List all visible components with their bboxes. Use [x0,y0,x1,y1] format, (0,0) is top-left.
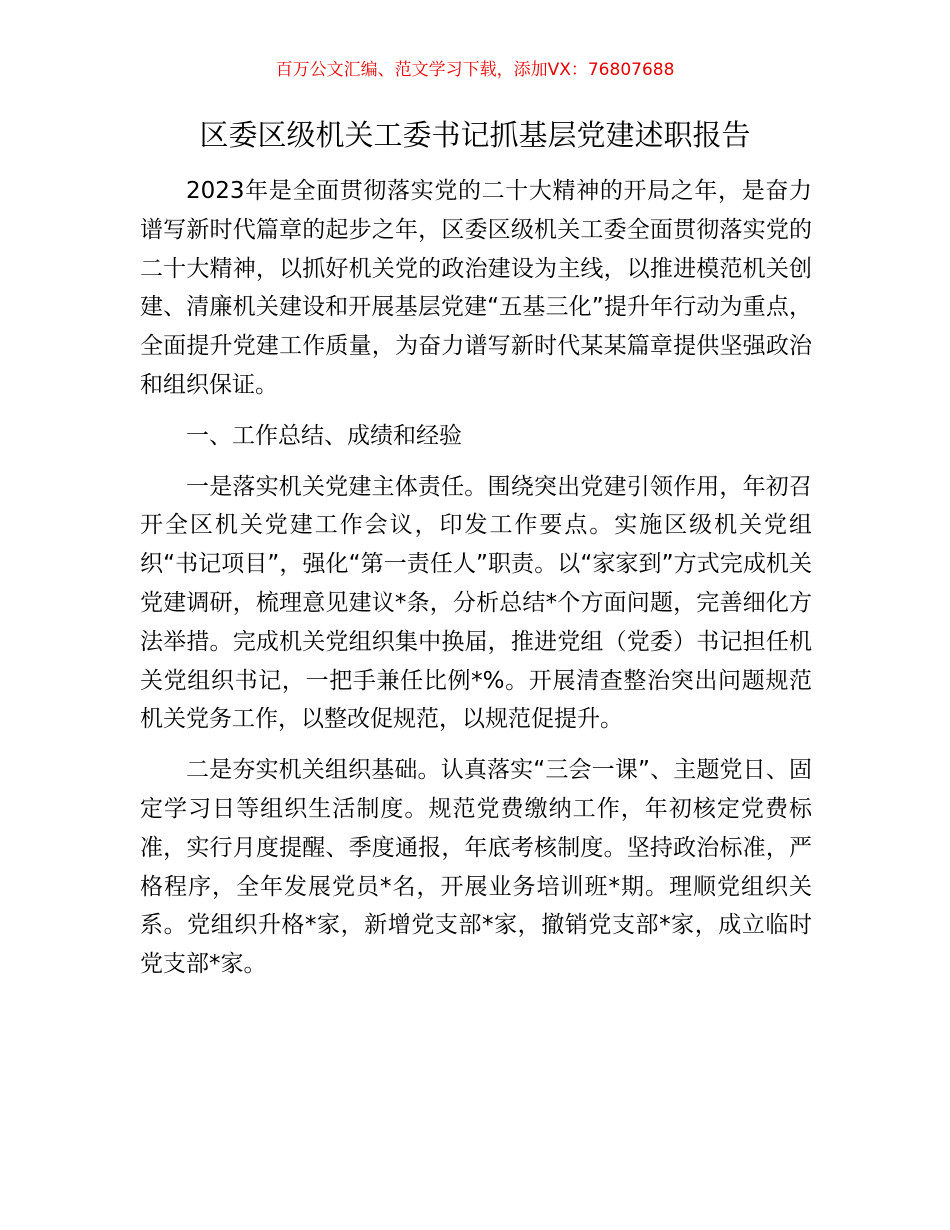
document-body [140,172,812,984]
document-title: 区委区级机关工委书记抓基层党建述职报告 [199,118,751,152]
body-paragraph: 一是落实机关党建主体责任。围绕突出党建引领作用，年初召开全区机关党建工作会议，印发工作要点。实施区级机关党组织“书记项目”，强化“第一责任人”职责。以“家家到”方式完成机关党建调研，梳理意见建议*条，分析总结*个方面问题，完善细化方法举措。完成机关党组织集中换届，推进党组（党委）书记担任机关党组织书记，一把手兼任比例*%。开展清查整治突出问题规范机关党务工作，以整改促规范，以规范促提升。 [140,473,812,733]
section-heading: 一、工作总结、成绩和经验 [186,422,462,449]
body-paragraph: 二是夯实机关组织基础。认真落实“三会一课”、主题党日、固定学习日等组织生活制度。规范党费缴纳工作，年初核定党费标准，实行月度提醒、季度通报，年底考核制度。坚持政治标准，严格程序，全年发展党员*名，开展业务培训班*期。理顺党组织关系。党组织升格*家，新增党支部*家，撤销党支部*家，成立临时党支部*家。 [140,757,812,978]
watermark-banner: 百万公文汇编、范文学习下载，添加VX：76807688 [275,60,675,80]
intro-paragraph: 2023年是全面贯彻落实党的二十大精神的开局之年，是奋力谱写新时代篇章的起步之年，区委区级机关工委全面贯彻落实党的二十大精神，以抓好机关党的政治建设为主线，以推进模范机关创建、清廉机关建设和开展基层党建“五基三化”提升年行动为重点，全面提升党建工作质量，为奋力谱写新时代某某篇章提供坚强政治和组织保证。 [140,178,812,398]
